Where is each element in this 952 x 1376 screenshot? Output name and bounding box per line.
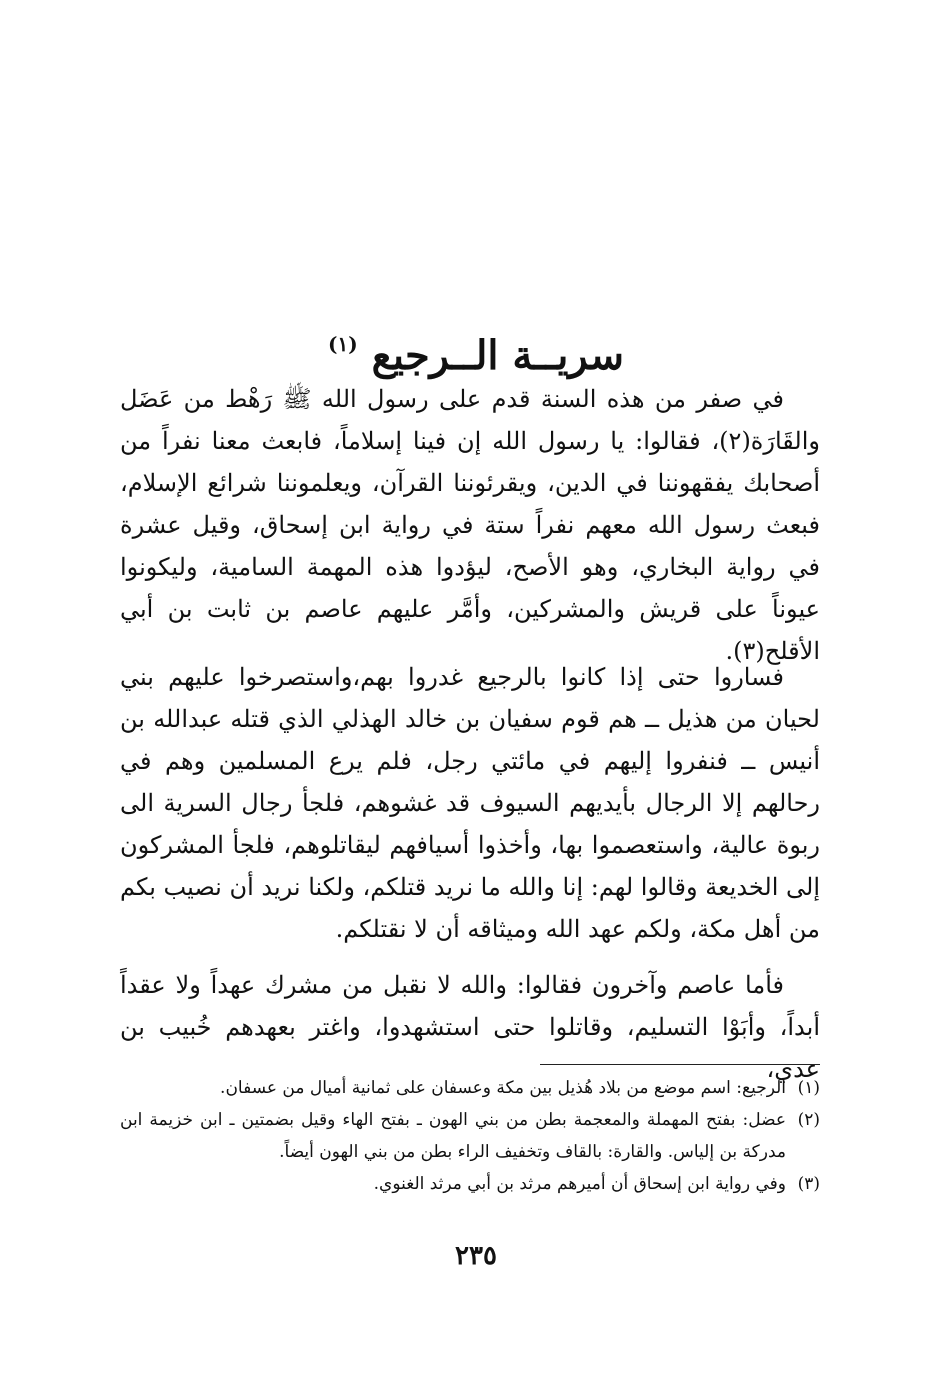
chapter-title-text: سريــة الــرجيع	[371, 331, 625, 379]
footnote-2-number: (٢)	[797, 1110, 820, 1130]
paragraph-3: فأما عاصم وآخرون فقالوا: والله لا نقبل من مشرك عهداً ولا عقداً أبداً، وأبَوْا التسليم، وقاتلوا حتى استشهدوا، واغتر بعهدهم خُبيب بن عدي،	[120, 971, 820, 1083]
footnote-3	[120, 1168, 820, 1200]
page-number: ٢٣٥	[455, 1241, 497, 1271]
paragraph-1: في صفر من هذه السنة قدم على رسول الله ﷺ رَهْط من عَضَل والقَارَة(٢)، فقالوا: يا رسول الله إن فينا إسلاماً، فابعث معنا نفراً من أصحابك يفقهوننا في الدين، ويقرئوننا القرآن، ويعلموننا شرائع الإسلام، فبعث رسول الله معهم نفراً ستة في رواية ابن إسحاق، وقيل عشرة في رواية البخاري، وهو الأصح، ليؤدوا هذه المهمة السامية، وليكونوا عيوناً على قريش والمشركين، وأمَّر عليهم عاصم بن ثابت بن أبي الأقلح(٣).	[120, 385, 820, 665]
footnote-3-text: وفي رواية ابن إسحاق أن أميرهم مرثد بن أبي مرثد الغنوي.	[373, 1174, 786, 1194]
footnote-1-text: الرجيع: اسم موضع من بلاد هُذيل بين مكة وعسفان على ثمانية أميال من عسفان.	[220, 1078, 786, 1098]
footnote-1-number: (١)	[797, 1078, 820, 1098]
footnote-3-number: (٣)	[797, 1174, 820, 1194]
paragraph-2: فساروا حتى إذا كانوا بالرجيع غدروا بهم،واستصرخوا عليهم بني لحيان من هذيل ــ هم قوم سفيان بن خالد الهذلي الذي قتله عبدالله بن أنيس ــ فنفروا إليهم في مائتي رجل، فلم يرع المسلمين وهم في رحالهم إلا الرجال بأيديهم السيوف قد غشوهم، فلجأ رجال السرية الى ربوة عالية، واستعصموا بها، وأخذوا أسيافهم ليقاتلوهم، فلجأ المشركون إلى الخديعة وقالوا لهم: إنا والله ما نريد قتلكم، ولكنا نريد أن نصيب بكم من أهل مكة، ولكم عهد الله وميثاقه أن لا نقتلكم.	[120, 663, 821, 943]
footnote-2-text: عضل: بفتح المهملة والمعجمة بطن من بني الهون ـ بفتح الهاء وقيل بضمتين ـ ابن خزيمة ابن مدركة بن إلياس. والقارة: بالقاف وتخفيف الراء بطن من بني الهون أيضاً.	[120, 1110, 786, 1162]
footnote-1	[120, 1072, 820, 1104]
footnotes-list	[120, 1072, 820, 1200]
chapter-title-note: (١)	[327, 331, 358, 356]
footnote-divider	[540, 1064, 820, 1065]
footnote-2	[120, 1104, 820, 1168]
